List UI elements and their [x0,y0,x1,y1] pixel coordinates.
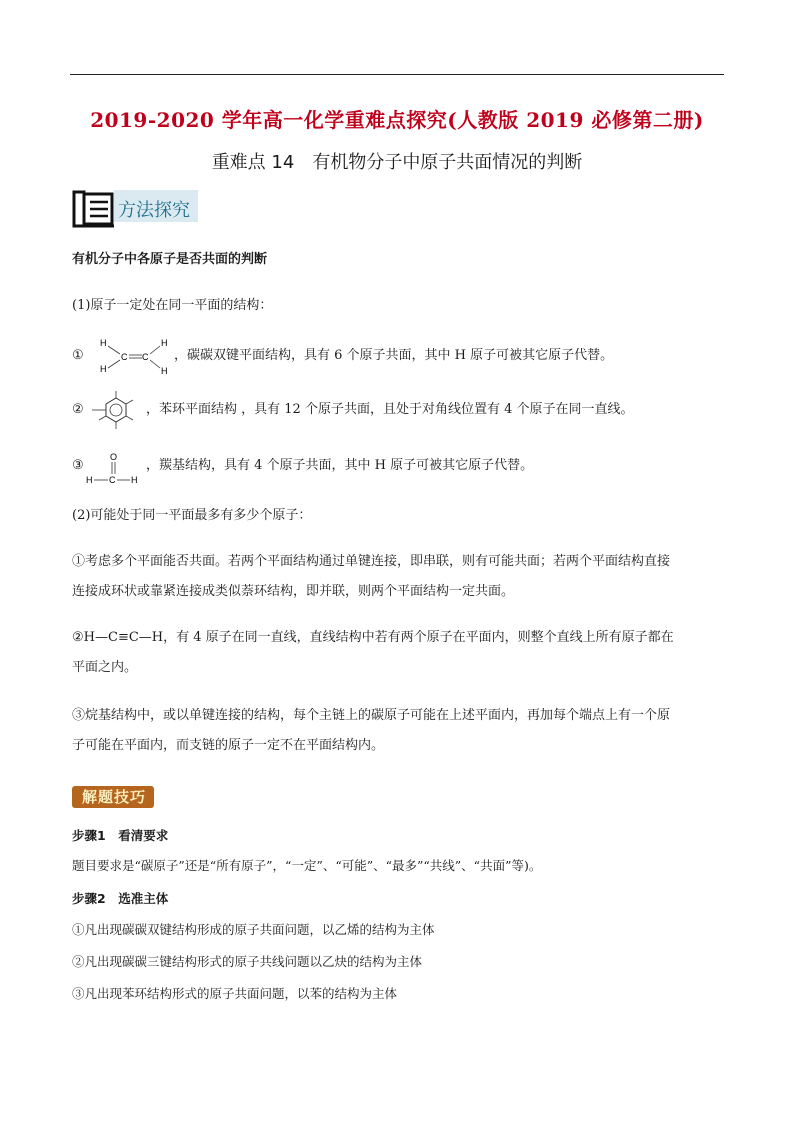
ethylene-h: H [161,338,168,348]
book-icon [72,186,118,230]
part1-item2-marker: ② [72,402,84,417]
carbonyl-h: H [86,475,93,485]
part2-item2-line1: ②H—C≡C—H，有 4 原子在同一直线，直线结构中若有两个原子在平面内，则整个直线上所有原子都在 [72,630,674,645]
part2-heading: (2)可能处于同一平面最多有多少个原子： [72,508,312,523]
part2-item3-line2: 子可能在平面内，而支链的原子一定不在平面结构内。 [72,738,385,753]
ethylene-c: C [142,352,149,362]
part1-item1-marker: ① [72,348,84,363]
carbonyl-structure [84,448,144,488]
step2-title: 步骤2 选准主体 [72,891,169,906]
series-title: 2019-2020 学年高一化学重难点探究(人教版 2019 必修第二册) [90,108,704,132]
step2-item2: ②凡出现碳碳三键结构形式的原子共线问题以乙炔的结构为主体 [72,954,423,969]
step1-title: 步骤1 看清要求 [72,828,169,843]
step2-item1: ①凡出现碳碳双键结构形成的原子共面问题，以乙烯的结构为主体 [72,922,435,937]
step2-item3: ③凡出现苯环结构形式的原子共面问题，以苯的结构为主体 [72,986,398,1001]
topic-title: 重难点 14 有机物分子中原子共面情况的判断 [211,152,583,173]
part1-item2-text: ，苯环平面结构 ，具有 12 个原子共面，且处于对角线位置有 4 个原子在同一直线。 [146,402,634,417]
ethylene-h: H [161,366,168,376]
part1-item3-marker: ③ [72,458,84,473]
carbonyl-h: H [131,475,138,485]
part2-item1-line1: ①考虑多个平面能否共面。若两个平面结构通过单键连接，即串联，则有可能共面；若两个平面结构直接 [72,554,671,569]
part1-heading: (1)原子一定处在同一平面的结构： [72,298,273,313]
step1-text: 题目要求是“碳原子”还是“所有原子”，“一定”、“可能”、“最多”“共线”、“共面”等)。 [72,858,542,873]
method-subtitle: 有机分子中各原子是否共面的判断 [72,252,268,267]
part1-item3-text: ，羰基结构，具有 4 个原子共面，其中 H 原子可被其它原子代替。 [146,458,534,473]
part2-item3-line1: ③烷基结构中，或以单键连接的结构，每个主链上的碳原子可能在上述平面内，再加每个端点上有一个原 [72,708,671,723]
part2-item2-line2: 平面之内。 [72,660,138,675]
ethylene-c: C [121,352,128,362]
part1-item1-text: ，碳碳双键平面结构，具有 6 个原子共面，其中 H 原子可被其它原子代替。 [174,348,614,363]
part2-item1-line2: 连接成环状或靠紧连接成类似萘环结构，即并联，则两个平面结构一定共面。 [72,584,515,599]
benzene-structure [86,388,146,432]
ethylene-h: H [100,364,107,374]
carbonyl-o: O [110,452,118,462]
carbonyl-c: C [109,475,116,485]
top-rule [70,74,724,75]
method-badge-label: 方法探究 [118,200,190,221]
ethylene-h: H [100,338,107,348]
ethylene-structure [94,334,174,378]
tips-badge-label: 解题技巧 [81,788,146,806]
